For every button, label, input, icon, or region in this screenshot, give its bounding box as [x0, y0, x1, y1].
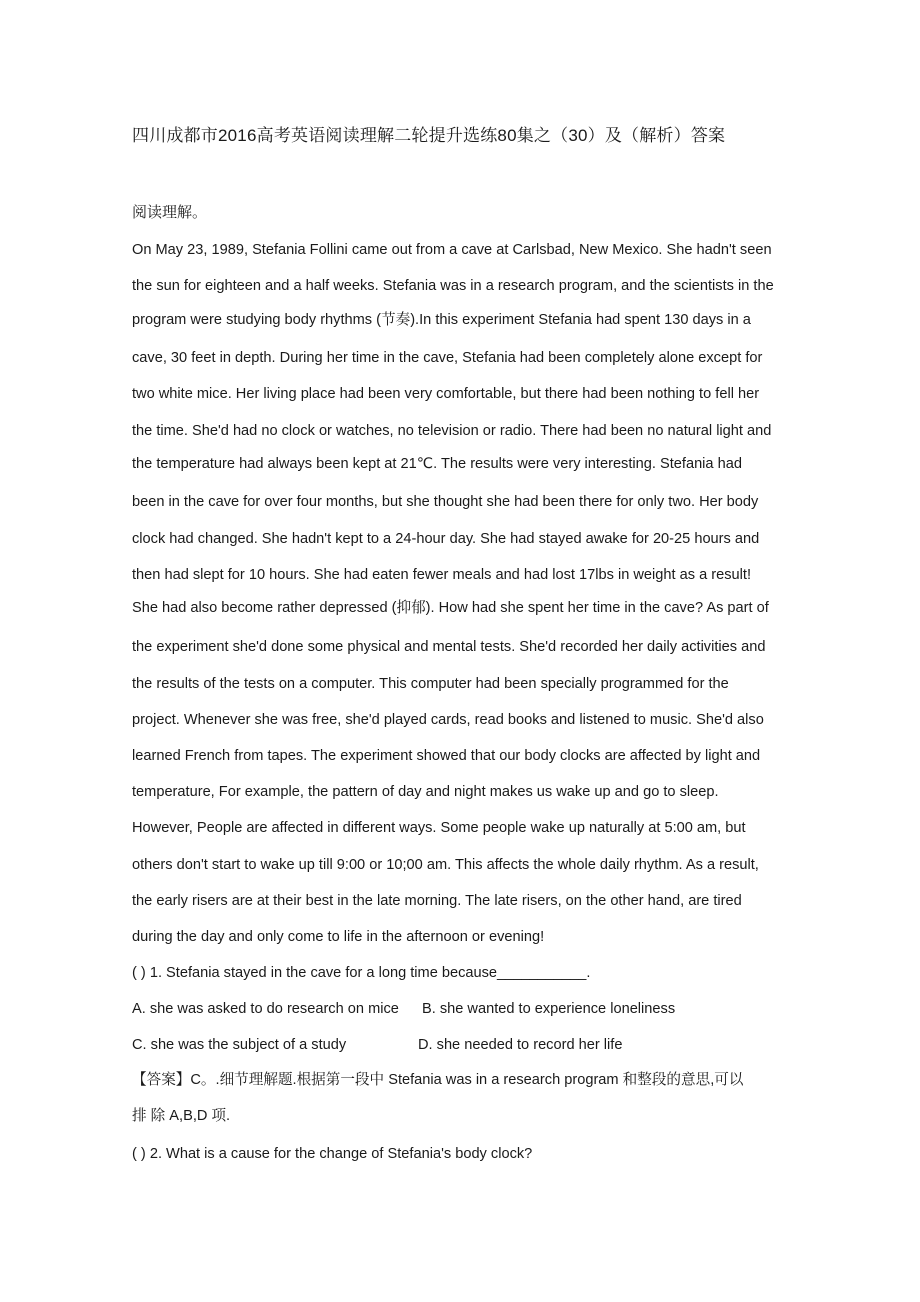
passage-line: the time. She'd had no clock or watches, no television or radio. There had been no natural light and [132, 423, 772, 439]
section-label: 阅读理解。 [132, 204, 208, 221]
passage-line: the results of the tests on a computer. This computer had been specially programmed for the [132, 676, 729, 692]
passage-line: On May 23, 1989, Stefania Follini came out from a cave at Carlsbad, New Mexico. She hadn't seen [132, 242, 772, 258]
question-1-option-d: D. she needed to record her life [418, 1037, 623, 1053]
document-title: 四川成都市2016高考英语阅读理解二轮提升选练80集之（30）及（解析）答案 [132, 126, 726, 145]
passage-line: project. Whenever she was free, she'd played cards, read books and listened to music. She'd also [132, 712, 764, 728]
question-1-option-a: A. she was asked to do research on mice [132, 1001, 399, 1017]
passage-line: the early risers are at their best in the late morning. The late risers, on the other hand, are tired [132, 893, 742, 909]
passage-line: then had slept for 10 hours. She had eaten fewer meals and had lost 17lbs in weight as a result! [132, 567, 752, 583]
question-1-answer-line-2: 排 除 A,B,D 项. [132, 1108, 231, 1124]
question-1-option-c: C. she was the subject of a study [132, 1037, 347, 1053]
passage-line: others don't start to wake up till 9:00 or 10;00 am. This affects the whole daily rhythm. As a result, [132, 857, 759, 873]
passage-line: program were studying body rhythms (节奏).In this experiment Stefania had spent 130 days in a [132, 312, 751, 328]
passage-line: However, People are affected in different ways. Some people wake up naturally at 5:00 am, but [132, 820, 746, 836]
passage-line: the sun for eighteen and a half weeks. Stefania was in a research program, and the scientists in the [132, 278, 774, 294]
passage-line: learned French from tapes. The experiment showed that our body clocks are affected by light and [132, 748, 761, 764]
question-2-stem: ( ) 2. What is a cause for the change of Stefania's body clock? [132, 1146, 533, 1162]
passage-line: She had also become rather depressed (抑郁). How had she spent her time in the cave? As part of [132, 600, 769, 616]
passage-line: two white mice. Her living place had been very comfortable, but there had been nothing to fell her [132, 386, 760, 402]
passage-line: during the day and only come to life in the afternoon or evening! [132, 929, 545, 945]
question-1-option-b: B. she wanted to experience loneliness [422, 1001, 676, 1017]
question-1-answer-line-1: 【答案】C。.细节理解题.根据第一段中 Stefania was in a research program 和整段的意思,可以 [132, 1072, 744, 1088]
passage-line: been in the cave for over four months, but she thought she had been there for only two. Her body [132, 494, 759, 510]
passage-line: cave, 30 feet in depth. During her time in the cave, Stefania had been completely alone except for [132, 350, 763, 366]
passage-line: the temperature had always been kept at 21℃. The results were very interesting. Stefania had [132, 456, 742, 472]
passage-line: temperature, For example, the pattern of day and night makes us wake up and go to sleep. [132, 784, 719, 800]
passage-line: clock had changed. She hadn't kept to a 24-hour day. She had stayed awake for 20-25 hours and [132, 531, 760, 547]
passage-line: the experiment she'd done some physical and mental tests. She'd recorded her daily activities and [132, 639, 766, 655]
question-1-stem: ( ) 1. Stefania stayed in the cave for a long time because___________. [132, 965, 591, 981]
